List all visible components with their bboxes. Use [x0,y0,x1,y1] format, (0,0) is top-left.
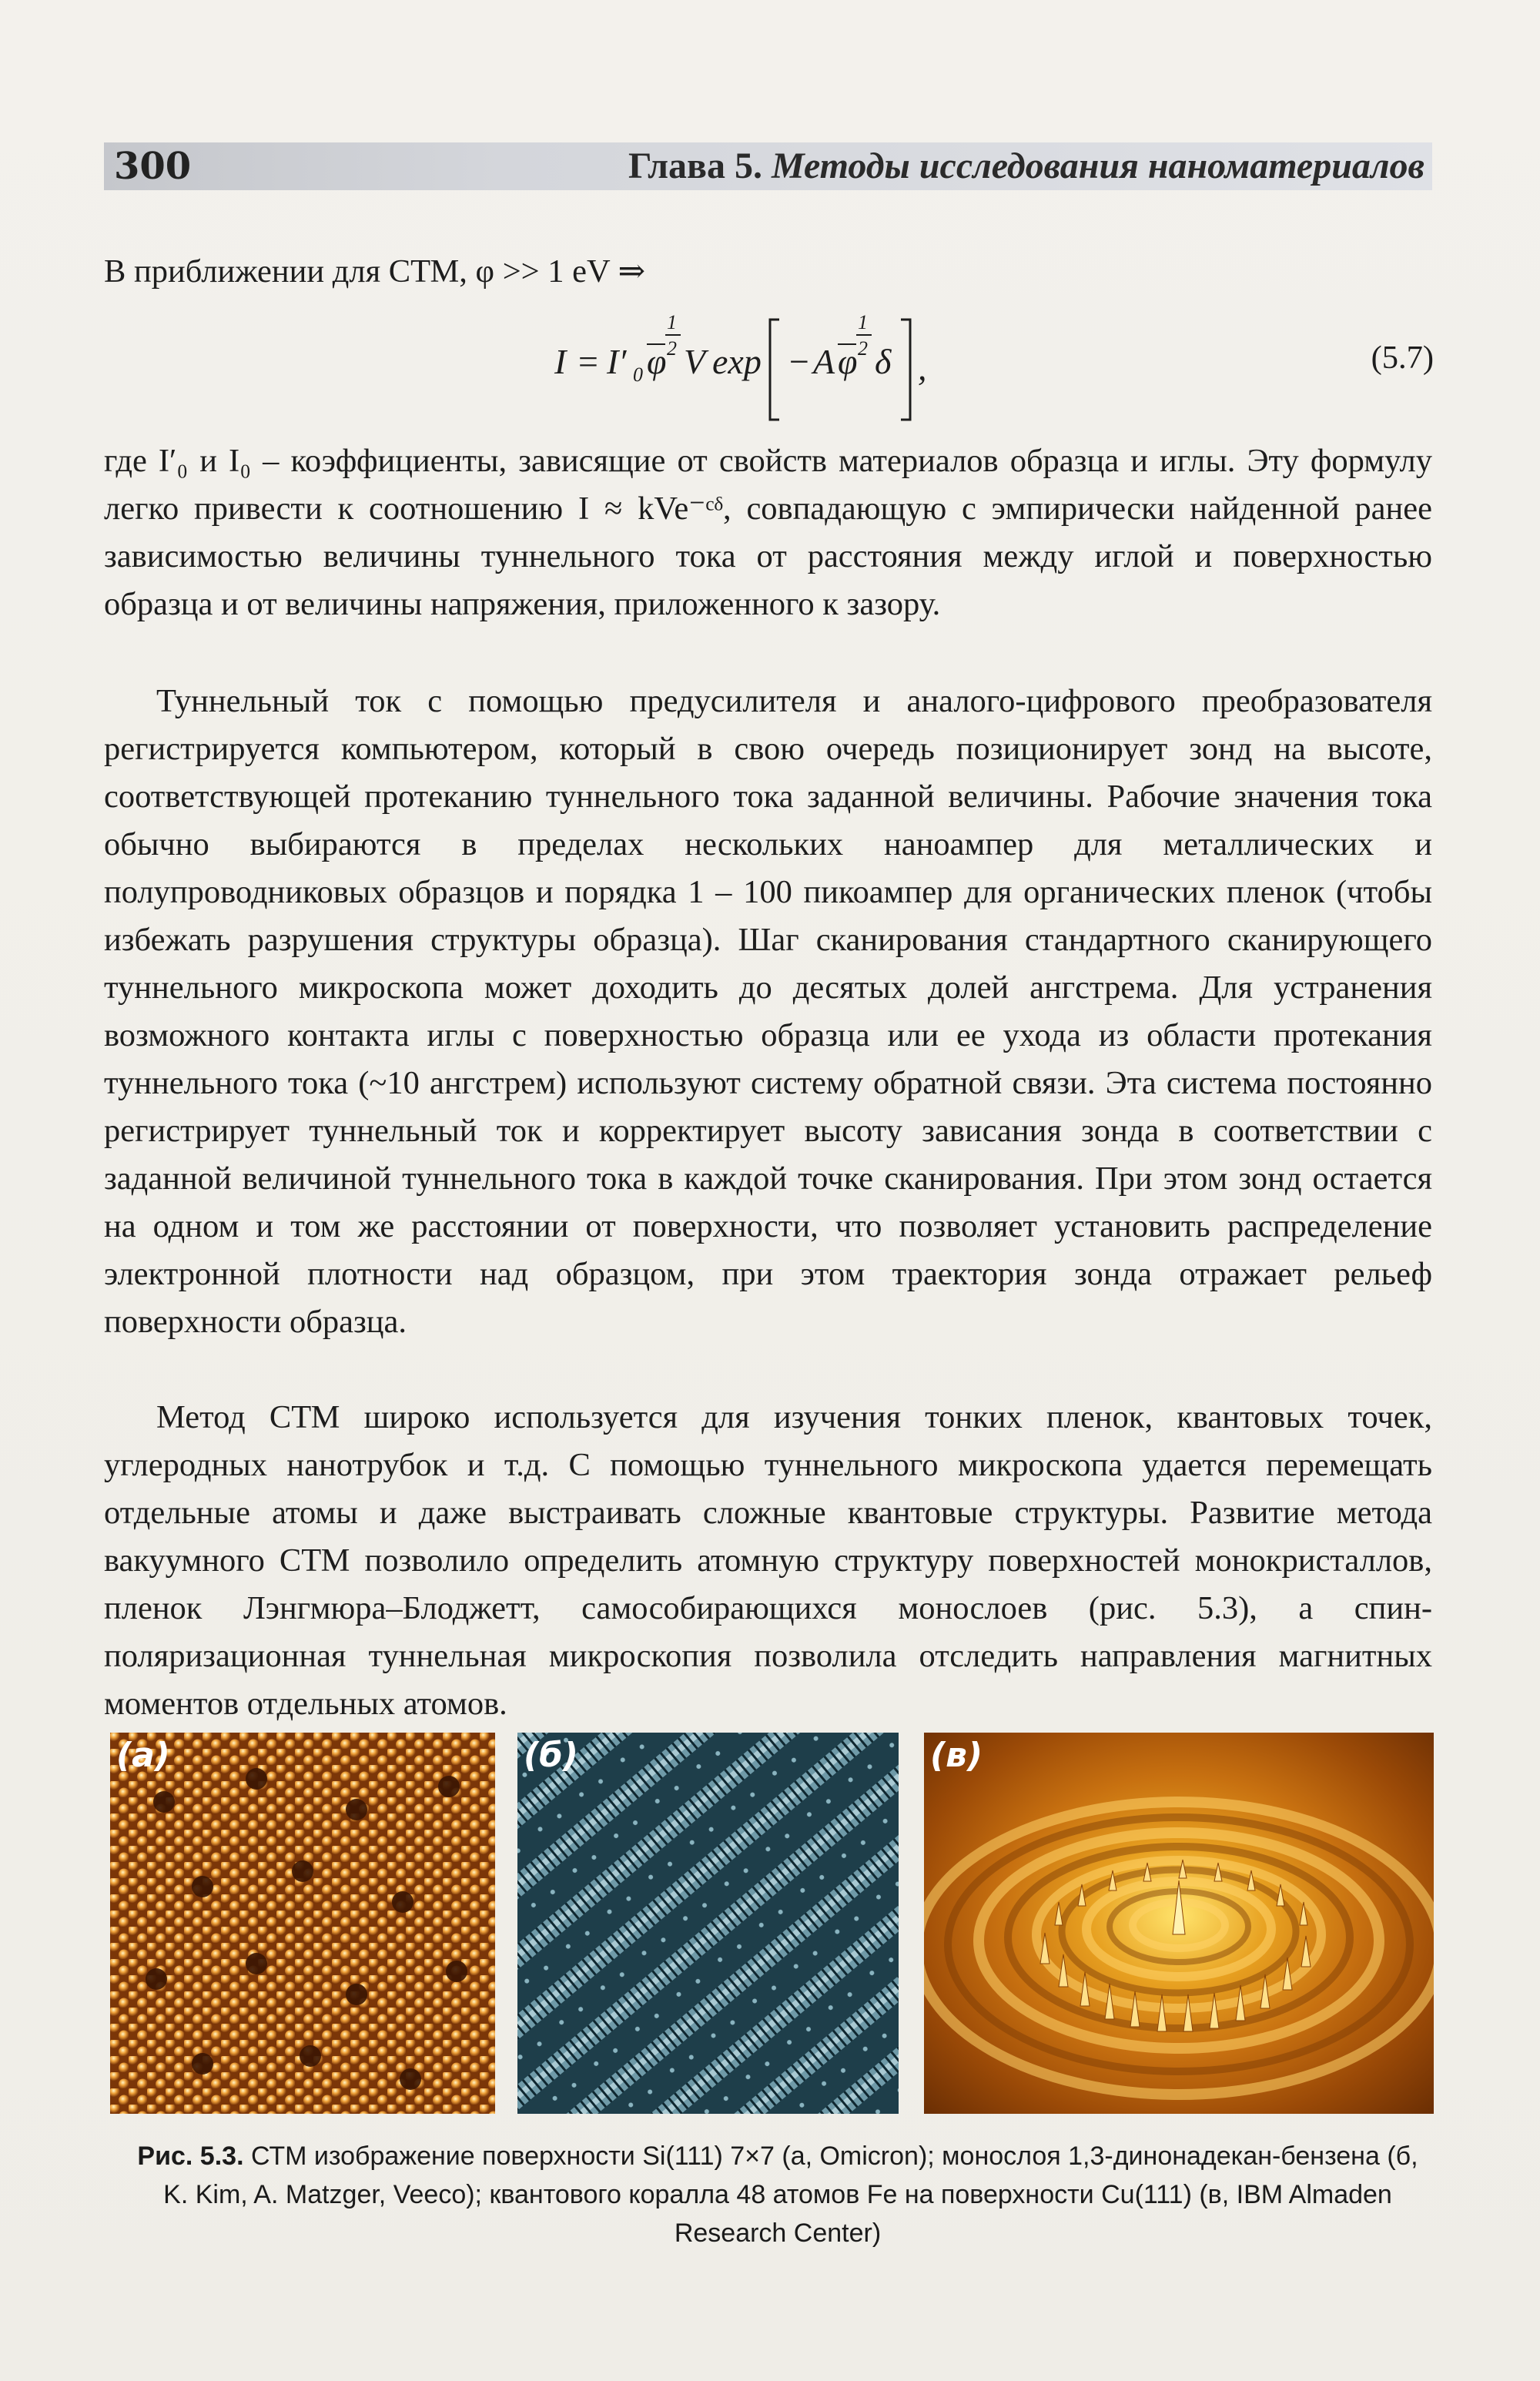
svg-text:=: = [576,342,601,381]
stm-si111-atoms-image [110,1733,495,2114]
svg-text:1: 1 [667,311,677,333]
equation [539,296,1001,427]
figure-label-c: (в) [930,1736,983,1775]
page-number: 300 [114,145,192,188]
svg-text:,: , [918,348,927,387]
svg-text:0: 0 [633,363,643,386]
stm-monolayer-image [517,1733,899,2114]
svg-text:φ: φ [647,342,667,381]
svg-text:2: 2 [858,337,868,360]
svg-text:2: 2 [667,337,677,360]
equation-graphic [539,296,1001,427]
monolayer-graphic [517,1733,899,2114]
svg-text:A: A [813,342,835,381]
figure-label-a: (а) [116,1736,170,1775]
paragraph-3-block [104,1394,1432,1728]
svg-text:I: I [554,342,567,381]
paragraph-1: где I′₀ и I₀ – коэффициенты, зависящие от свойств материалов образца и иглы. Эту формулу легко привести к соотношению I ≈ kVe⁻ᶜᵟ, совпадающую с эмпирически найденной ранее зависимостью величины туннельного тока от расстояния между иглой и поверхностью образца и от величины напряжения, приложенного к зазору. [104,443,1432,622]
quantum-corral-image [924,1733,1434,2114]
svg-text:exp: exp [712,342,762,381]
svg-text:1: 1 [858,311,868,333]
caption-text: СТМ изображение поверхности Si(111) 7×7 (а, Omicron); монослоя 1,3-динонадекан-бензена (б, K. Kim, A. Matzger, Veeco); квантового коралла 48 атомов Fe на поверхности Cu(111) (в, IBM Almaden Research Center) [163,2142,1418,2248]
chapter-label: Глава 5. [628,146,762,186]
svg-text:V: V [684,342,706,381]
svg-text:φ: φ [838,342,858,381]
svg-text:δ: δ [875,342,892,381]
paragraph-2: Туннельный ток с помощью предусилителя и аналого-цифрового преобразователя регистрируется компьютером, который в свою очередь позиционирует зонд на высоте, соответствующей протеканию туннельного тока заданной величины. Рабочие значения тока обычно выбираются в пределах нескольких наноампер для металлических и полупроводниковых образцов и порядка 1 – 100 пикоампер для органических пленок (чтобы избежать разрушения структуры образца). Шаг сканирования стандартного сканирующего туннельного микроскопа может доходить до десятых долей ангстрема. Для устранения возможного контакта иглы с поверхностью образца или ее ухода из области протекания туннельного тока (~10 ангстрем) используют систему обратной связи. Эта система постоянно регистрирует туннельный ток и корректирует высоту зависания зонда в соответствии с заданной величиной туннельного тока в каждой точке сканирования. При этом зонд остается на одном и том же расстоянии от поверхности, что позволяет установить распределение электронной плотности над образцом, при этом траектория зонда отражает рельеф поверхности образца. [104,683,1432,1340]
running-head [628,142,1424,190]
figure-caption [123,2137,1432,2252]
caption-lead: Рис. 5.3. [137,2142,244,2171]
atom-lattice-graphic [110,1733,495,2114]
paragraph-3: Метод СТМ широко используется для изучения тонких пленок, квантовых точек, углеродных нанотрубок и т.д. С помощью туннельного микроскопа удается перемещать отдельные атомы и даже выстраивать сложные квантовые структуры. Развитие метода вакуумного СТМ позволило определить атомную структуру поверхностей монокристаллов, пленок Лэнгмюра–Блоджетт, самособирающихся монослоев (рис. 5.3), а спин-поляризационная туннельная микроскопия позволила отследить направления магнитных моментов отдельных атомов. [104,1399,1432,1722]
chapter-title: Методы исследования наноматериалов [771,146,1424,186]
paragraph-1-block [104,437,1432,628]
svg-text:−: − [787,342,812,381]
quantum-corral-graphic [924,1733,1434,2114]
intro-line: В приближении для СТМ, φ >> 1 eV ⇒ [104,253,646,290]
equation-number: (5.7) [1371,340,1434,376]
figure-label-b: (б) [524,1736,578,1775]
svg-text:I′: I′ [607,342,627,381]
paragraph-2-block [104,678,1432,1346]
